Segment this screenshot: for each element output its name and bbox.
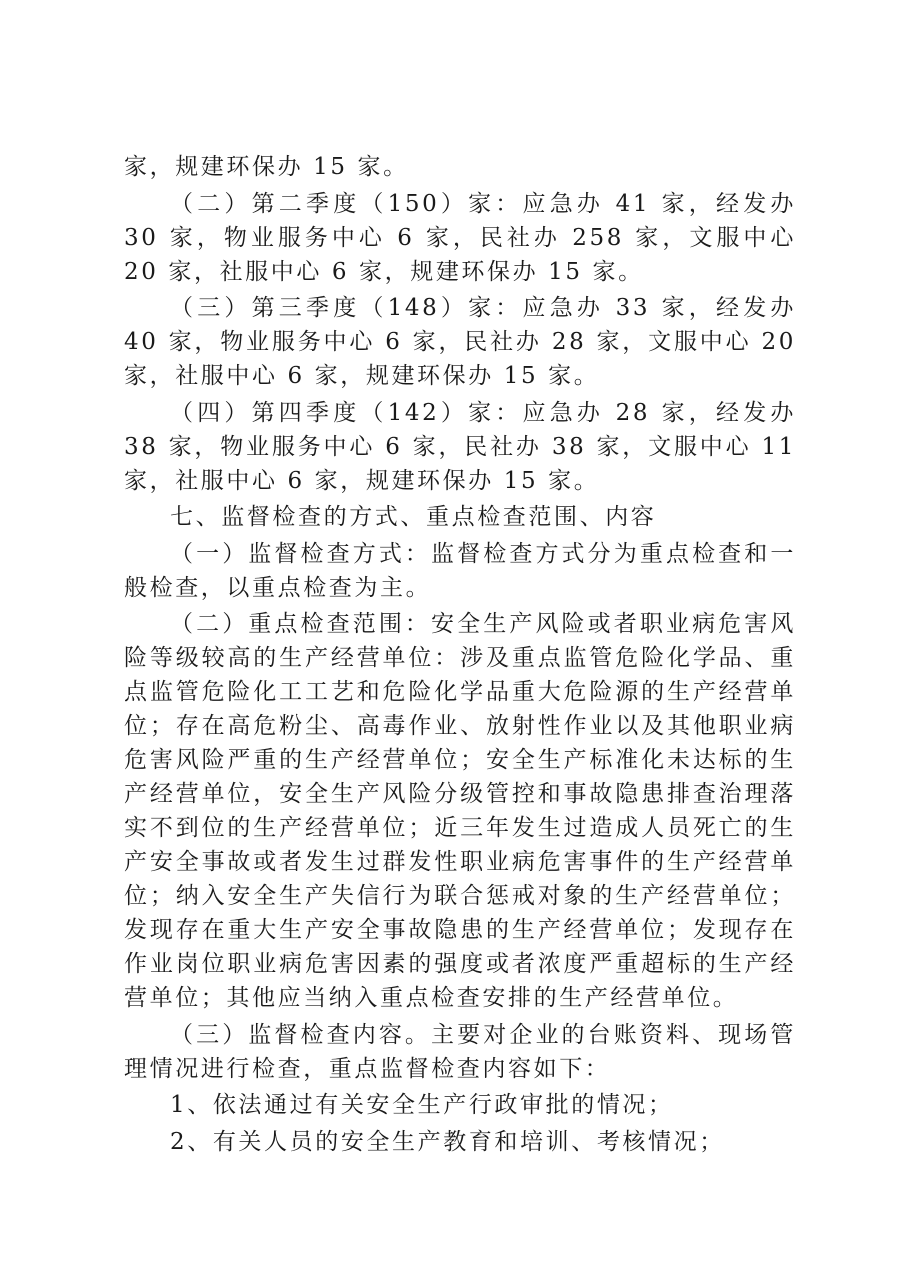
paragraph-q4: （四）第四季度（142）家：应急办 28 家，经发办 38 家，物业服务中心 6 家，民社办 38 家，文服中心 11 家，社服中心 6 家，规建环保办 15 家。 xyxy=(124,399,796,494)
paragraph-q3: （三）第三季度（148）家：应急办 33 家，经发办 40 家，物业服务中心 6 家，民社办 28 家，文服中心 20 家，社服中心 6 家，规建环保办 15 家。 xyxy=(124,295,796,389)
paragraph-inspection-content: （三）监督检查内容。主要对企业的台账资料、现场管理情况进行检查，重点监督检查内容如下： xyxy=(124,1021,796,1082)
list-item-2: 2、有关人员的安全生产教育和培训、考核情况； xyxy=(170,1128,725,1155)
paragraph-inspection-method: （一）监督检查方式：监督检查方式分为重点检查和一般检查，以重点检查为主。 xyxy=(124,540,796,601)
paragraph-q2: （二）第二季度（150）家：应急办 41 家，经发办 30 家，物业服务中心 6 家，民社办 258 家，文服中心 20 家，社服中心 6 家，规建环保办 15 家。 xyxy=(124,190,796,285)
document-body xyxy=(124,150,796,1159)
paragraph-inspection-scope: （二）重点检查范围：安全生产风险或者职业病危害风险等级较高的生产经营单位：涉及重点监管危险化学品、重点监管危险化工工艺和危险化学品重大危险源的生产经营单位；存在高危粉尘、高毒作业、放射性作业以及其他职业病危害风险严重的生产经营单位；安全生产标准化未达标的生产经营单位，安全生产风险分级管控和事故隐患排查治理落实不到位的生产经营单位；近三年发生过造成人员死亡的生产安全事故或者发生过群发性职业病危害事件的生产经营单位；纳入安全生产失信行为联合惩戒对象的生产经营单位；发现存在重大生产安全事故隐患的生产经营单位；发现存在作业岗位职业病危害因素的强度或者浓度严重超标的生产经营单位；其他应当纳入重点检查安排的生产经营单位。 xyxy=(124,611,796,1011)
list-item-1: 1、依法通过有关安全生产行政审批的情况； xyxy=(170,1092,674,1118)
paragraph-continuation: 家，规建环保办 15 家。 xyxy=(124,154,409,180)
section-heading-7: 七、监督检查的方式、重点检查范围、内容 xyxy=(170,504,657,530)
